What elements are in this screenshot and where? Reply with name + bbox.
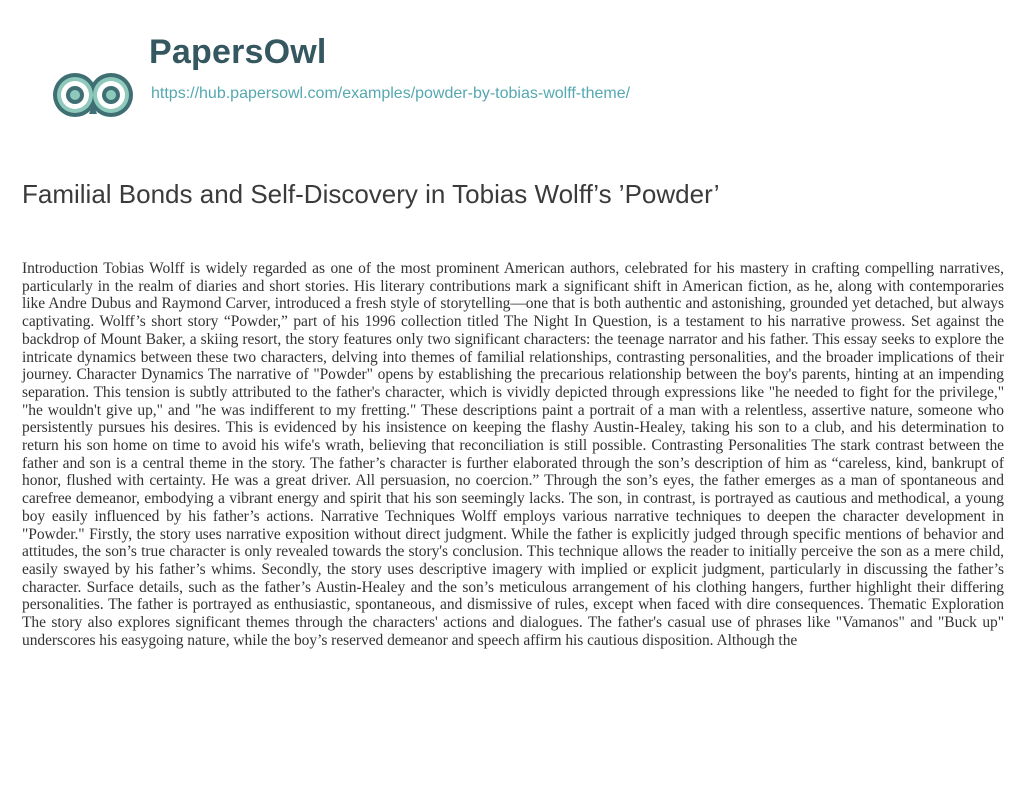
document-title: Familial Bonds and Self-Discovery in Tobias Wolff’s ’Powder’ (22, 179, 720, 209)
brand-name: PapersOwl (149, 33, 327, 71)
site-header (38, 27, 998, 137)
document-body: Introduction Tobias Wolff is widely regarded as one of the most prominent American authors, celebrated for his mastery in crafting compelling narratives, particularly in the realm of diaries and short stories. His literary contributions mark a significant shift in American fiction, as he, along with contemporaries like Andre Dubus and Raymond Carver, introduced a fresh style of storytelling—one that is both authentic and astonishing, grounded yet detached, but always captivating. Wolff’s short story “Powder,” part of his 1996 collection titled The Night In Question, is a testament to his narrative prowess. Set against the backdrop of Mount Baker, a skiing resort, the story features only two significant characters: the teenage narrator and his father. This essay seeks to explore the intricate dynamics between these two characters, delving into themes of familial relationships, contrasting personalities, and the broader implications of their journey. Character Dynamics The narrative of "Powder" opens by establishing the precarious relationship between the boy's parents, hinting at an impending separation. This tension is subtly attributed to the father's character, which is vividly depicted through expressions like "he needed to fight for the privilege," "he wouldn't give up," and "he was indifferent to my fretting." These descriptions paint a portrait of a man with a relentless, assertive nature, someone who persistently pursues his desires. This is evidenced by his insistence on keeping the flashy Austin-Healey, taking his son to a club, and his determination to return his son home on time to avoid his wife's wrath, believing that reconciliation is still possible. Contrasting Personalities The stark contrast between the father and son is a central theme in the story. The father’s character is further elaborated through the son’s description of him as “careless, kind, bankrupt of honor, flushed with certainty. He was a great driver. All persuasion, no coercion.” Through the son’s eyes, the father emerges as a man of spontaneous and carefree demeanor, embodying a vibrant energy and spirit that his son seemingly lacks. The son, in contrast, is portrayed as cautious and methodical, a young boy easily influenced by his father’s actions. Narrative Techniques Wolff employs various narrative techniques to deepen the character development in "Powder." Firstly, the story uses narrative exposition without direct judgment. While the father is explicitly judged through specific mentions of behavior and attitudes, the son’s true character is only revealed towards the story's conclusion. This technique allows the reader to initially perceive the son as a mere child, easily swayed by his father’s whims. Secondly, the story uses descriptive imagery with implied or explicit judgment, particularly in discussing the father’s character. Surface details, such as the father’s Austin-Healey and the son’s meticulous arrangement of his clothing hangers, further highlight their differing personalities. The father is portrayed as enthusiastic, spontaneous, and dismissive of rules, except when faced with dire consequences. Thematic Exploration The story also explores significant themes through the characters' actions and dialogues. The father's casual use of phrases like "Vamanos" and "Buck up" underscores his easygoing nature, while the boy’s reserved demeanor and speech affirm his cautious disposition. Although the (22, 260, 1004, 649)
source-url-link[interactable]: https://hub.papersowl.com/examples/powder-by-tobias-wolff-theme/ (151, 85, 631, 102)
owl-face-icon (48, 64, 140, 124)
